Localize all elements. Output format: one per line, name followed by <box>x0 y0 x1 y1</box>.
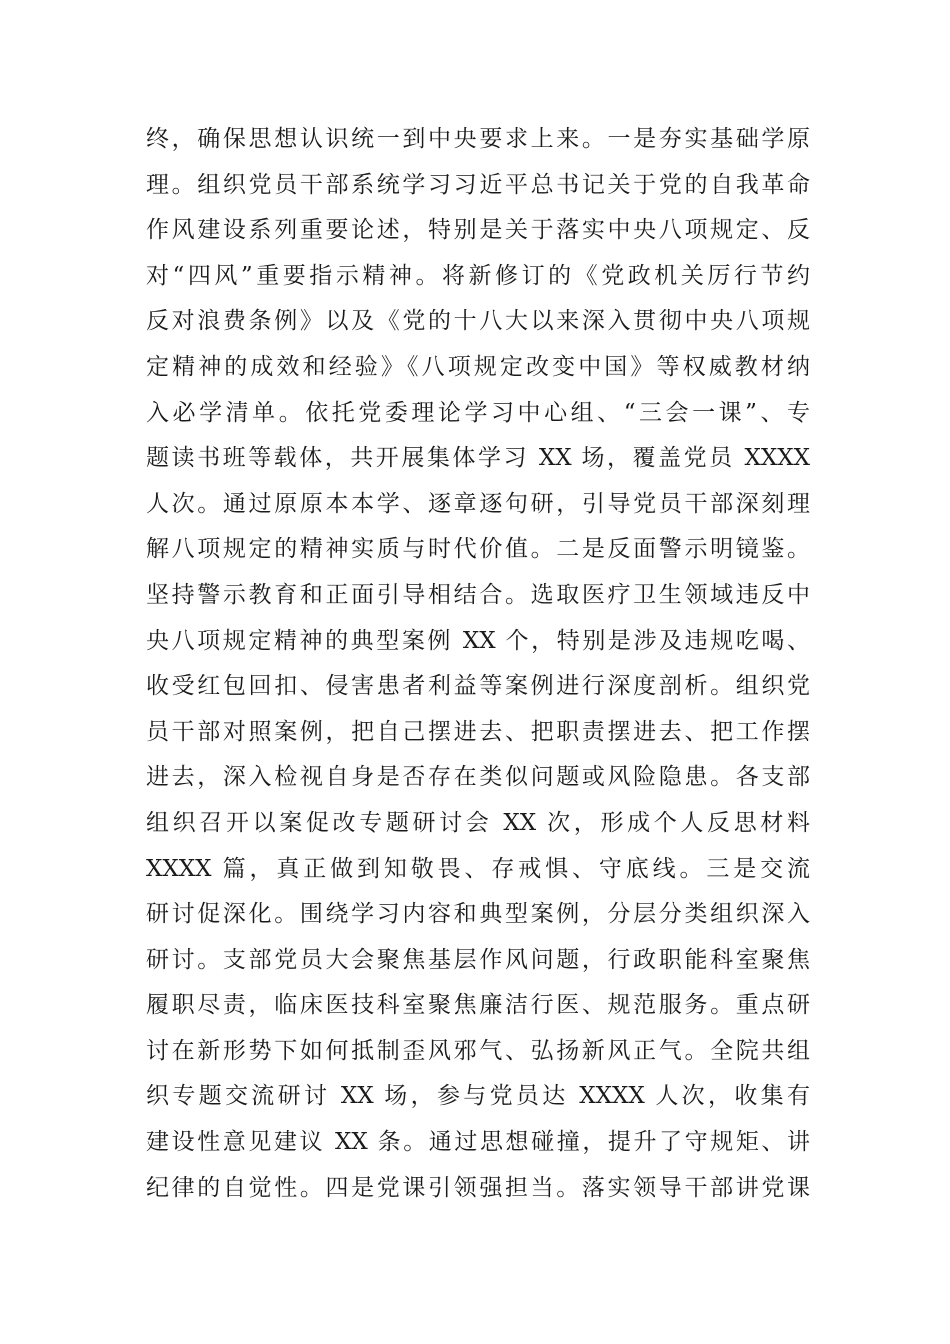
text-line-12: 央八项规定精神的典型案例 XX 个，特别是涉及违规吃喝、 <box>146 627 810 654</box>
text-line-8: 题读书班等载体，共开展集体学习 XX 场，覆盖党员 XXXX <box>146 445 810 472</box>
text-line-20: 履职尽责，临床医技科室聚焦廉洁行医、规范服务。重点研 <box>146 992 810 1019</box>
text-line-19: 研讨。支部党员大会聚焦基层作风问题，行政职能科室聚焦 <box>146 946 810 973</box>
text-line-13: 收受红包回扣、侵害患者利益等案例进行深度剖析。组织党 <box>146 673 810 700</box>
text-line-2: 理。组织党员干部系统学习习近平总书记关于党的自我革命 <box>146 171 810 198</box>
text-line-21: 讨在新形势下如何抵制歪风邪气、弘扬新风正气。全院共组 <box>146 1037 810 1064</box>
text-line-16: 组织召开以案促改专题研讨会 XX 次，形成个人反思材料 <box>146 809 810 836</box>
text-line-11: 坚持警示教育和正面引导相结合。选取医疗卫生领域违反中 <box>146 581 810 608</box>
text-line-5: 反对浪费条例》以及《党的十八大以来深入贯彻中央八项规 <box>146 308 810 335</box>
text-line-3: 作风建设系列重要论述，特别是关于落实中央八项规定、反 <box>146 217 810 244</box>
body-text <box>146 117 810 1211</box>
text-line-14: 员干部对照案例，把自己摆进去、把职责摆进去、把工作摆 <box>146 718 810 745</box>
text-line-17: XXXX 篇，真正做到知敬畏、存戒惧、守底线。三是交流 <box>146 855 810 882</box>
text-line-6: 定精神的成效和经验》《八项规定改变中国》等权威教材纳 <box>146 353 810 380</box>
text-line-18: 研讨促深化。围绕学习内容和典型案例，分层分类组织深入 <box>146 901 810 928</box>
text-line-9: 人次。通过原原本本学、逐章逐句研，引导党员干部深刻理 <box>146 490 810 517</box>
text-line-22: 织专题交流研讨 XX 场，参与党员达 XXXX 人次，收集有 <box>146 1083 810 1110</box>
text-line-4: 对“四风”重要指示精神。将新修订的《党政机关厉行节约 <box>146 262 810 289</box>
text-line-1: 终，确保思想认识统一到中央要求上来。一是夯实基础学原 <box>146 126 810 152</box>
text-line-7: 入必学清单。依托党委理论学习中心组、“三会一课”、专 <box>146 399 810 426</box>
text-line-24: 纪律的自觉性。四是党课引领强担当。落实领导干部讲党课 <box>146 1174 810 1201</box>
text-line-23: 建设性意见建议 XX 条。通过思想碰撞，提升了守规矩、讲 <box>146 1129 810 1156</box>
text-line-10: 解八项规定的精神实质与时代价值。二是反面警示明镜鉴。 <box>146 536 810 563</box>
text-line-15: 进去，深入检视自身是否存在类似问题或风险隐患。各支部 <box>146 764 810 791</box>
